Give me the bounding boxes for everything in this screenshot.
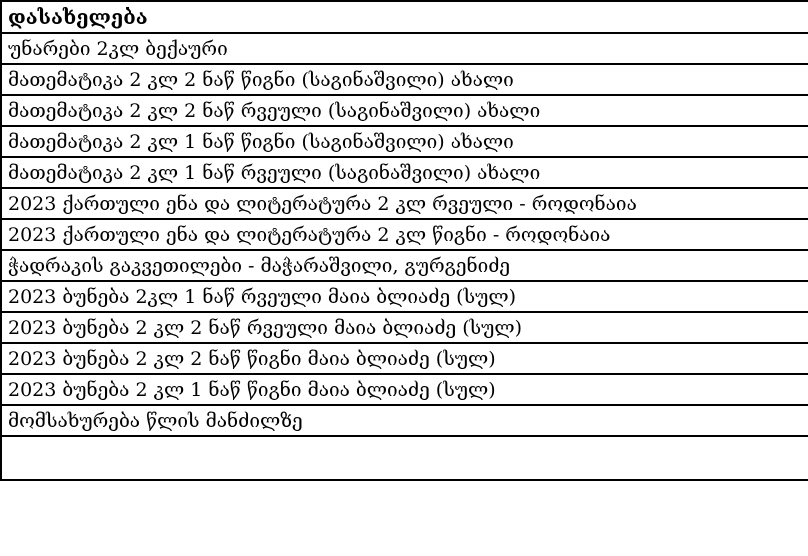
table-row: [1, 436, 808, 480]
table-row: [1, 95, 808, 126]
table-cell[interactable]: 2023 ქართული ენა და ლიტერატურა 2 კლ რვეული - როდონაია: [1, 188, 808, 219]
table-cell[interactable]: 2023 ბუნება 2 კლ 2 ნაწ წიგნი მაია ბლიაძე (სულ): [1, 343, 808, 374]
table-row: [1, 374, 808, 405]
table-row: [1, 281, 808, 312]
table-cell[interactable]: 2023 ქართული ენა და ლიტერატურა 2 კლ წიგნი - როდონაია: [1, 219, 808, 250]
table-cell[interactable]: მათემატიკა 2 კლ 2 ნაწ წიგნი (საგინაშვილი) ახალი: [1, 64, 808, 95]
table-cell[interactable]: 2023 ბუნება 2 კლ 2 ნაწ რვეული მაია ბლიაძე (სულ): [1, 312, 808, 343]
table-row: [1, 312, 808, 343]
table-cell[interactable]: ჭადრაკის გაკვეთილები - მაჭარაშვილი, გურგენიძე: [1, 250, 808, 281]
table-row: [1, 250, 808, 281]
column-header-name[interactable]: დასახელება: [1, 1, 808, 33]
table-cell[interactable]: მათემატიკა 2 კლ 1 ნაწ რვეული (საგინაშვილი) ახალი: [1, 157, 808, 188]
table-row: [1, 64, 808, 95]
table-cell[interactable]: მათემატიკა 2 კლ 1 ნაწ წიგნი (საგინაშვილი) ახალი: [1, 126, 808, 157]
table-row: [1, 405, 808, 436]
table-row: [1, 343, 808, 374]
table-cell[interactable]: 2023 ბუნება 2კლ 1 ნაწ რვეული მაია ბლიაძე (სულ): [1, 281, 808, 312]
table-cell[interactable]: უნარები 2კლ ბექაური: [1, 33, 808, 64]
table-cell[interactable]: მომსახურება წლის მანძილზე: [1, 405, 808, 436]
table-row: [1, 33, 808, 64]
table-row: [1, 157, 808, 188]
table-row: [1, 188, 808, 219]
table-row: [1, 219, 808, 250]
table-cell[interactable]: 2023 ბუნება 2 კლ 1 ნაწ წიგნი მაია ბლიაძე (სულ): [1, 374, 808, 405]
table-header-row: [1, 1, 808, 33]
table-cell-empty[interactable]: [1, 436, 808, 480]
table-cell[interactable]: მათემატიკა 2 კლ 2 ნაწ რვეული (საგინაშვილი) ახალი: [1, 95, 808, 126]
table-row: [1, 126, 808, 157]
